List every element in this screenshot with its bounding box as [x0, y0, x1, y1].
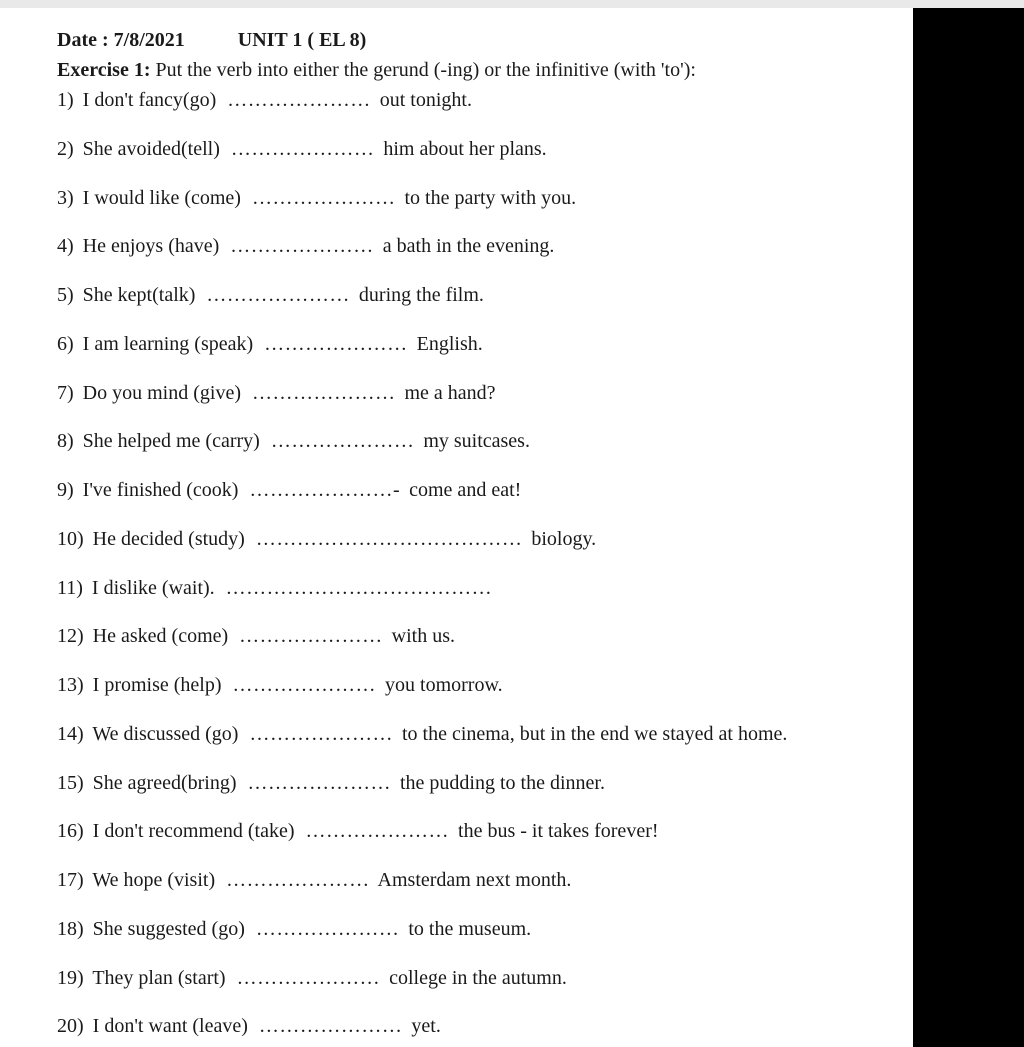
item-prompt: He enjoys (have): [82, 235, 220, 258]
item-continuation: English.: [416, 332, 483, 355]
item-number: 1): [57, 89, 74, 111]
answer-blank[interactable]: …………………: [236, 966, 381, 989]
exercise-instruction: [57, 58, 696, 82]
answer-blank[interactable]: …………………: [255, 917, 400, 940]
answer-blank[interactable]: …………………: [239, 625, 383, 648]
item-prompt: I've finished (cook): [82, 479, 239, 501]
exercise-item: [57, 332, 483, 356]
item-prompt: I promise (help): [92, 674, 222, 696]
answer-blank[interactable]: …………………: [270, 430, 415, 453]
answer-blank[interactable]: …………………: [305, 820, 450, 843]
item-continuation: a bath in the evening.: [382, 235, 555, 258]
item-prompt: I don't want (leave): [92, 1015, 248, 1038]
item-prompt: I am learning (speak): [82, 332, 254, 355]
item-continuation: you tomorrow.: [385, 674, 503, 696]
item-continuation: me a hand?: [404, 381, 496, 404]
item-continuation: during the film.: [358, 284, 484, 306]
item-prompt: We discussed (go): [92, 722, 239, 745]
item-continuation: him about her plans.: [383, 137, 547, 160]
item-number: 5): [57, 284, 74, 306]
item-continuation: college in the autumn.: [389, 966, 567, 989]
exercise-item: [57, 88, 472, 112]
item-continuation: the pudding to the dinner.: [400, 771, 605, 794]
item-prompt: She suggested (go): [92, 917, 245, 940]
item-number: 18): [57, 917, 84, 940]
item-prompt: Do you mind (give): [82, 381, 241, 404]
item-continuation: out tonight.: [379, 89, 472, 111]
item-prompt: They plan (start): [92, 966, 226, 989]
answer-blank[interactable]: …………………: [227, 89, 371, 111]
item-number: 4): [57, 235, 74, 258]
answer-blank[interactable]: …………………: [249, 722, 393, 745]
exercise-item: [57, 283, 484, 307]
item-continuation: my suitcases.: [423, 430, 530, 453]
date-label: Date : 7/8/2021: [57, 29, 185, 51]
exercise-label: Exercise 1:: [57, 59, 151, 81]
item-prompt: I don't fancy(go): [82, 89, 217, 111]
answer-blank[interactable]: …………………: [230, 235, 374, 258]
item-continuation: Amsterdam next month.: [377, 869, 572, 891]
exercise-item: [57, 429, 530, 453]
item-prompt: She avoided(tell): [82, 137, 220, 160]
answer-blank[interactable]: …………………: [258, 1015, 403, 1038]
item-number: 11): [57, 576, 83, 599]
item-prompt: I dislike (wait).: [91, 576, 215, 599]
item-continuation: the bus - it takes forever!: [458, 820, 659, 843]
item-number: 12): [57, 625, 84, 648]
exercise-instruction-text: Put the verb into either the gerund (-ing) or the infinitive (with 'to'):: [155, 59, 696, 81]
item-number: 2): [57, 137, 74, 160]
item-continuation: come and eat!: [409, 479, 522, 501]
item-prompt: I don't recommend (take): [92, 820, 295, 843]
item-number: 16): [57, 820, 84, 843]
answer-blank[interactable]: …………………: [251, 381, 396, 404]
item-prompt: I would like (come): [82, 186, 241, 209]
exercise-item: [57, 624, 455, 648]
answer-blank[interactable]: …………………-: [249, 479, 401, 501]
item-continuation: yet.: [411, 1015, 441, 1038]
exercise-item: [57, 186, 576, 210]
worksheet-header: [57, 28, 366, 52]
item-prompt: He asked (come): [92, 625, 229, 648]
item-number: 7): [57, 381, 74, 404]
item-number: 15): [57, 771, 84, 794]
item-number: 3): [57, 186, 74, 209]
exercise-item: [57, 478, 521, 502]
item-prompt: We hope (visit): [92, 869, 216, 891]
item-continuation: with us.: [391, 625, 456, 648]
answer-blank[interactable]: …………………: [251, 186, 396, 209]
item-number: 13): [57, 674, 84, 696]
exercise-item: [57, 917, 531, 941]
answer-blank[interactable]: …………………: [206, 284, 350, 306]
answer-blank[interactable]: …………………: [230, 137, 375, 160]
item-prompt: She agreed(bring): [92, 771, 237, 794]
item-continuation: to the party with you.: [404, 186, 577, 209]
exercise-item: [57, 673, 503, 697]
item-prompt: She helped me (carry): [82, 430, 260, 453]
window-top-edge: [0, 0, 1024, 8]
answer-blank[interactable]: …………………: [232, 674, 377, 696]
item-continuation: to the museum.: [408, 917, 532, 940]
exercise-item: [57, 722, 787, 746]
answer-blank[interactable]: …………………: [226, 869, 370, 891]
item-continuation: to the cinema, but in the end we stayed at home.: [401, 722, 788, 745]
exercise-item: [57, 527, 596, 551]
item-number: 10): [57, 527, 84, 550]
unit-title: UNIT 1 ( EL 8): [237, 29, 367, 51]
exercise-item: [57, 381, 496, 405]
exercise-item: [57, 868, 571, 892]
item-number: 17): [57, 869, 84, 891]
item-number: 19): [57, 966, 84, 989]
item-number: 14): [57, 722, 84, 745]
answer-blank[interactable]: …………………………………: [255, 527, 523, 550]
exercise-item: [57, 966, 567, 990]
item-number: 20): [57, 1015, 84, 1038]
item-continuation: biology.: [531, 527, 597, 550]
exercise-item: [57, 1014, 441, 1038]
answer-blank[interactable]: …………………: [264, 332, 408, 355]
answer-blank[interactable]: …………………: [247, 771, 391, 794]
item-number: 6): [57, 332, 74, 355]
exercise-item: [57, 137, 547, 161]
exercise-item: [57, 234, 554, 258]
item-number: 8): [57, 430, 74, 453]
item-number: 9): [57, 479, 74, 501]
item-prompt: He decided (study): [92, 527, 245, 550]
exercise-item: [57, 576, 496, 600]
answer-blank[interactable]: …………………………………: [225, 576, 493, 599]
item-prompt: She kept(talk): [82, 284, 196, 306]
exercise-item: [57, 819, 659, 843]
exercise-item: [57, 771, 605, 795]
